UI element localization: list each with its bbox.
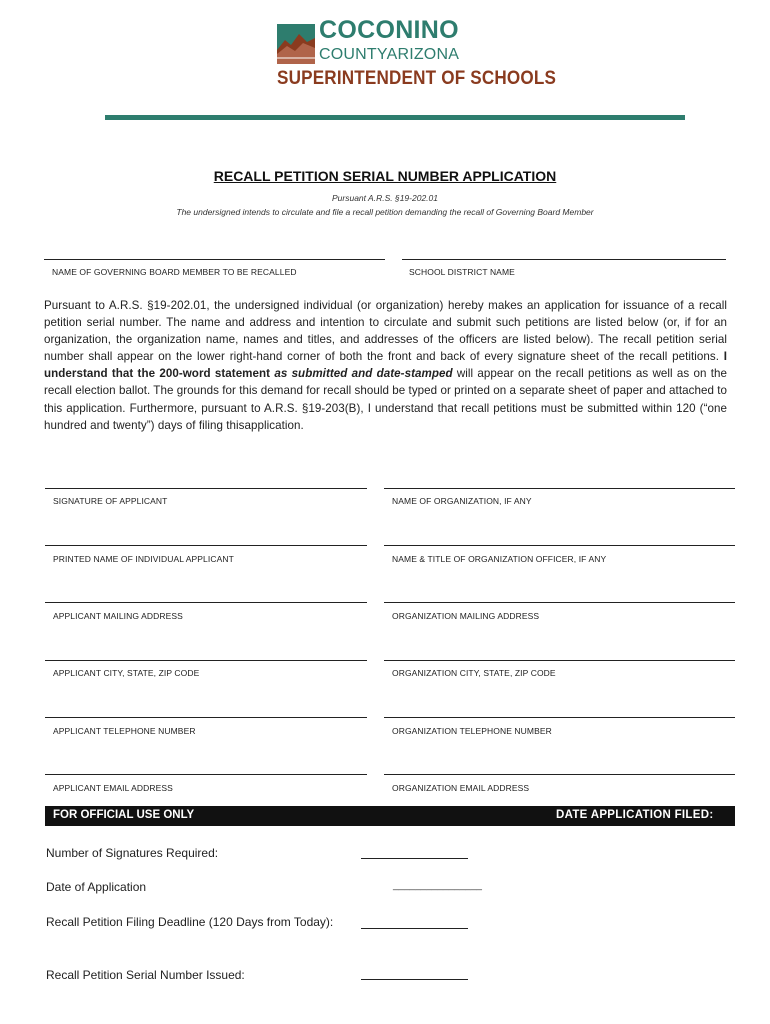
org-phone-line[interactable] [384,717,735,718]
field-label-right: ORGANIZATION MAILING ADDRESS [392,611,540,621]
field-label-left: APPLICANT EMAIL ADDRESS [53,783,173,793]
field-label-left: APPLICANT CITY, STATE, ZIP CODE [53,668,200,678]
field-label-right: ORGANIZATION CITY, STATE, ZIP CODE [392,668,556,678]
date-of-application-blank[interactable]: ________________ [393,880,482,891]
logo-text-superintendent: SUPERINTENDENT OF SCHOOLS [277,68,557,89]
county-logo-icon [277,24,315,64]
org-email-line[interactable] [384,774,735,775]
signature-line[interactable] [45,488,367,489]
board-member-line[interactable] [44,259,385,260]
serial-number-line[interactable] [361,979,468,980]
field-label-right: ORGANIZATION EMAIL ADDRESS [392,783,530,793]
signatures-required-label: Number of Signatures Required: [46,846,219,860]
signatures-required-line[interactable] [361,858,468,859]
org-name-line[interactable] [384,488,735,489]
serial-number-label: Recall Petition Serial Number Issued: [46,968,245,982]
school-district-label: SCHOOL DISTRICT NAME [409,267,515,277]
date-filed-label: DATE APPLICATION FILED: [556,809,714,821]
applicant-address-line[interactable] [45,602,367,603]
board-member-label: NAME OF GOVERNING BOARD MEMBER TO BE RECALLED [52,267,297,277]
intent-statement: The undersigned intends to circulate and file a recall petition demanding the recall of Governing Board Member [176,207,594,217]
printed-name-line[interactable] [45,545,367,546]
official-use-label: FOR OFFICIAL USE ONLY [53,809,195,821]
org-city-line[interactable] [384,660,735,661]
statute-reference: Pursuant A.R.S. §19-202.01 [331,193,438,203]
logo-text-coconino: COCONINO [319,16,459,44]
field-label-left: APPLICANT MAILING ADDRESS [53,611,183,621]
applicant-email-line[interactable] [45,774,367,775]
field-label-left: APPLICANT TELEPHONE NUMBER [53,726,196,736]
date-of-application-label: Date of Application [46,880,147,894]
field-label-right: NAME OF ORGANIZATION, IF ANY [392,496,532,506]
filing-deadline-line[interactable] [361,928,468,929]
school-district-line[interactable] [402,259,726,260]
org-address-line[interactable] [384,602,735,603]
form-title: RECALL PETITION SERIAL NUMBER APPLICATION [213,168,557,184]
field-label-left: SIGNATURE OF APPLICANT [53,496,168,506]
field-label-left: PRINTED NAME OF INDIVIDUAL APPLICANT [53,554,234,564]
applicant-phone-line[interactable] [45,717,367,718]
header-divider [105,115,685,120]
logo-text-county: COUNTYARIZONA [319,46,460,63]
application-statement: Pursuant to A.R.S. §19-202.01, the undersigned individual (or organization) hereby makes an application for issuance of a recall petition serial number. The name and address and intention to circulate and submit such petitions are listed below (or, if for an organization, the organization name, names and titles, and addresses of the officers are listed below). The recall petition serial number shall appear on the lower right-hand corner of both the front and back of every signature sheet of the recall petitions. I understand that the 200-word statement as submitted and date-stamped will appear on the recall petitions as well as on the recall election ballot. The grounds for this demand for recall should be typed or printed on a separate sheet of paper and attached to this application. Furthermore, pursuant to A.R.S. §19-203(B), I understand that recall petitions must be submitted within 120 (“one hundred and twenty”) days of filing thisapplication. [44,299,727,432]
field-label-right: ORGANIZATION TELEPHONE NUMBER [392,726,552,736]
org-officer-line[interactable] [384,545,735,546]
field-label-right: NAME & TITLE OF ORGANIZATION OFFICER, IF ANY [392,554,607,564]
applicant-city-line[interactable] [45,660,367,661]
filing-deadline-label: Recall Petition Filing Deadline (120 Days from Today): [46,915,334,929]
